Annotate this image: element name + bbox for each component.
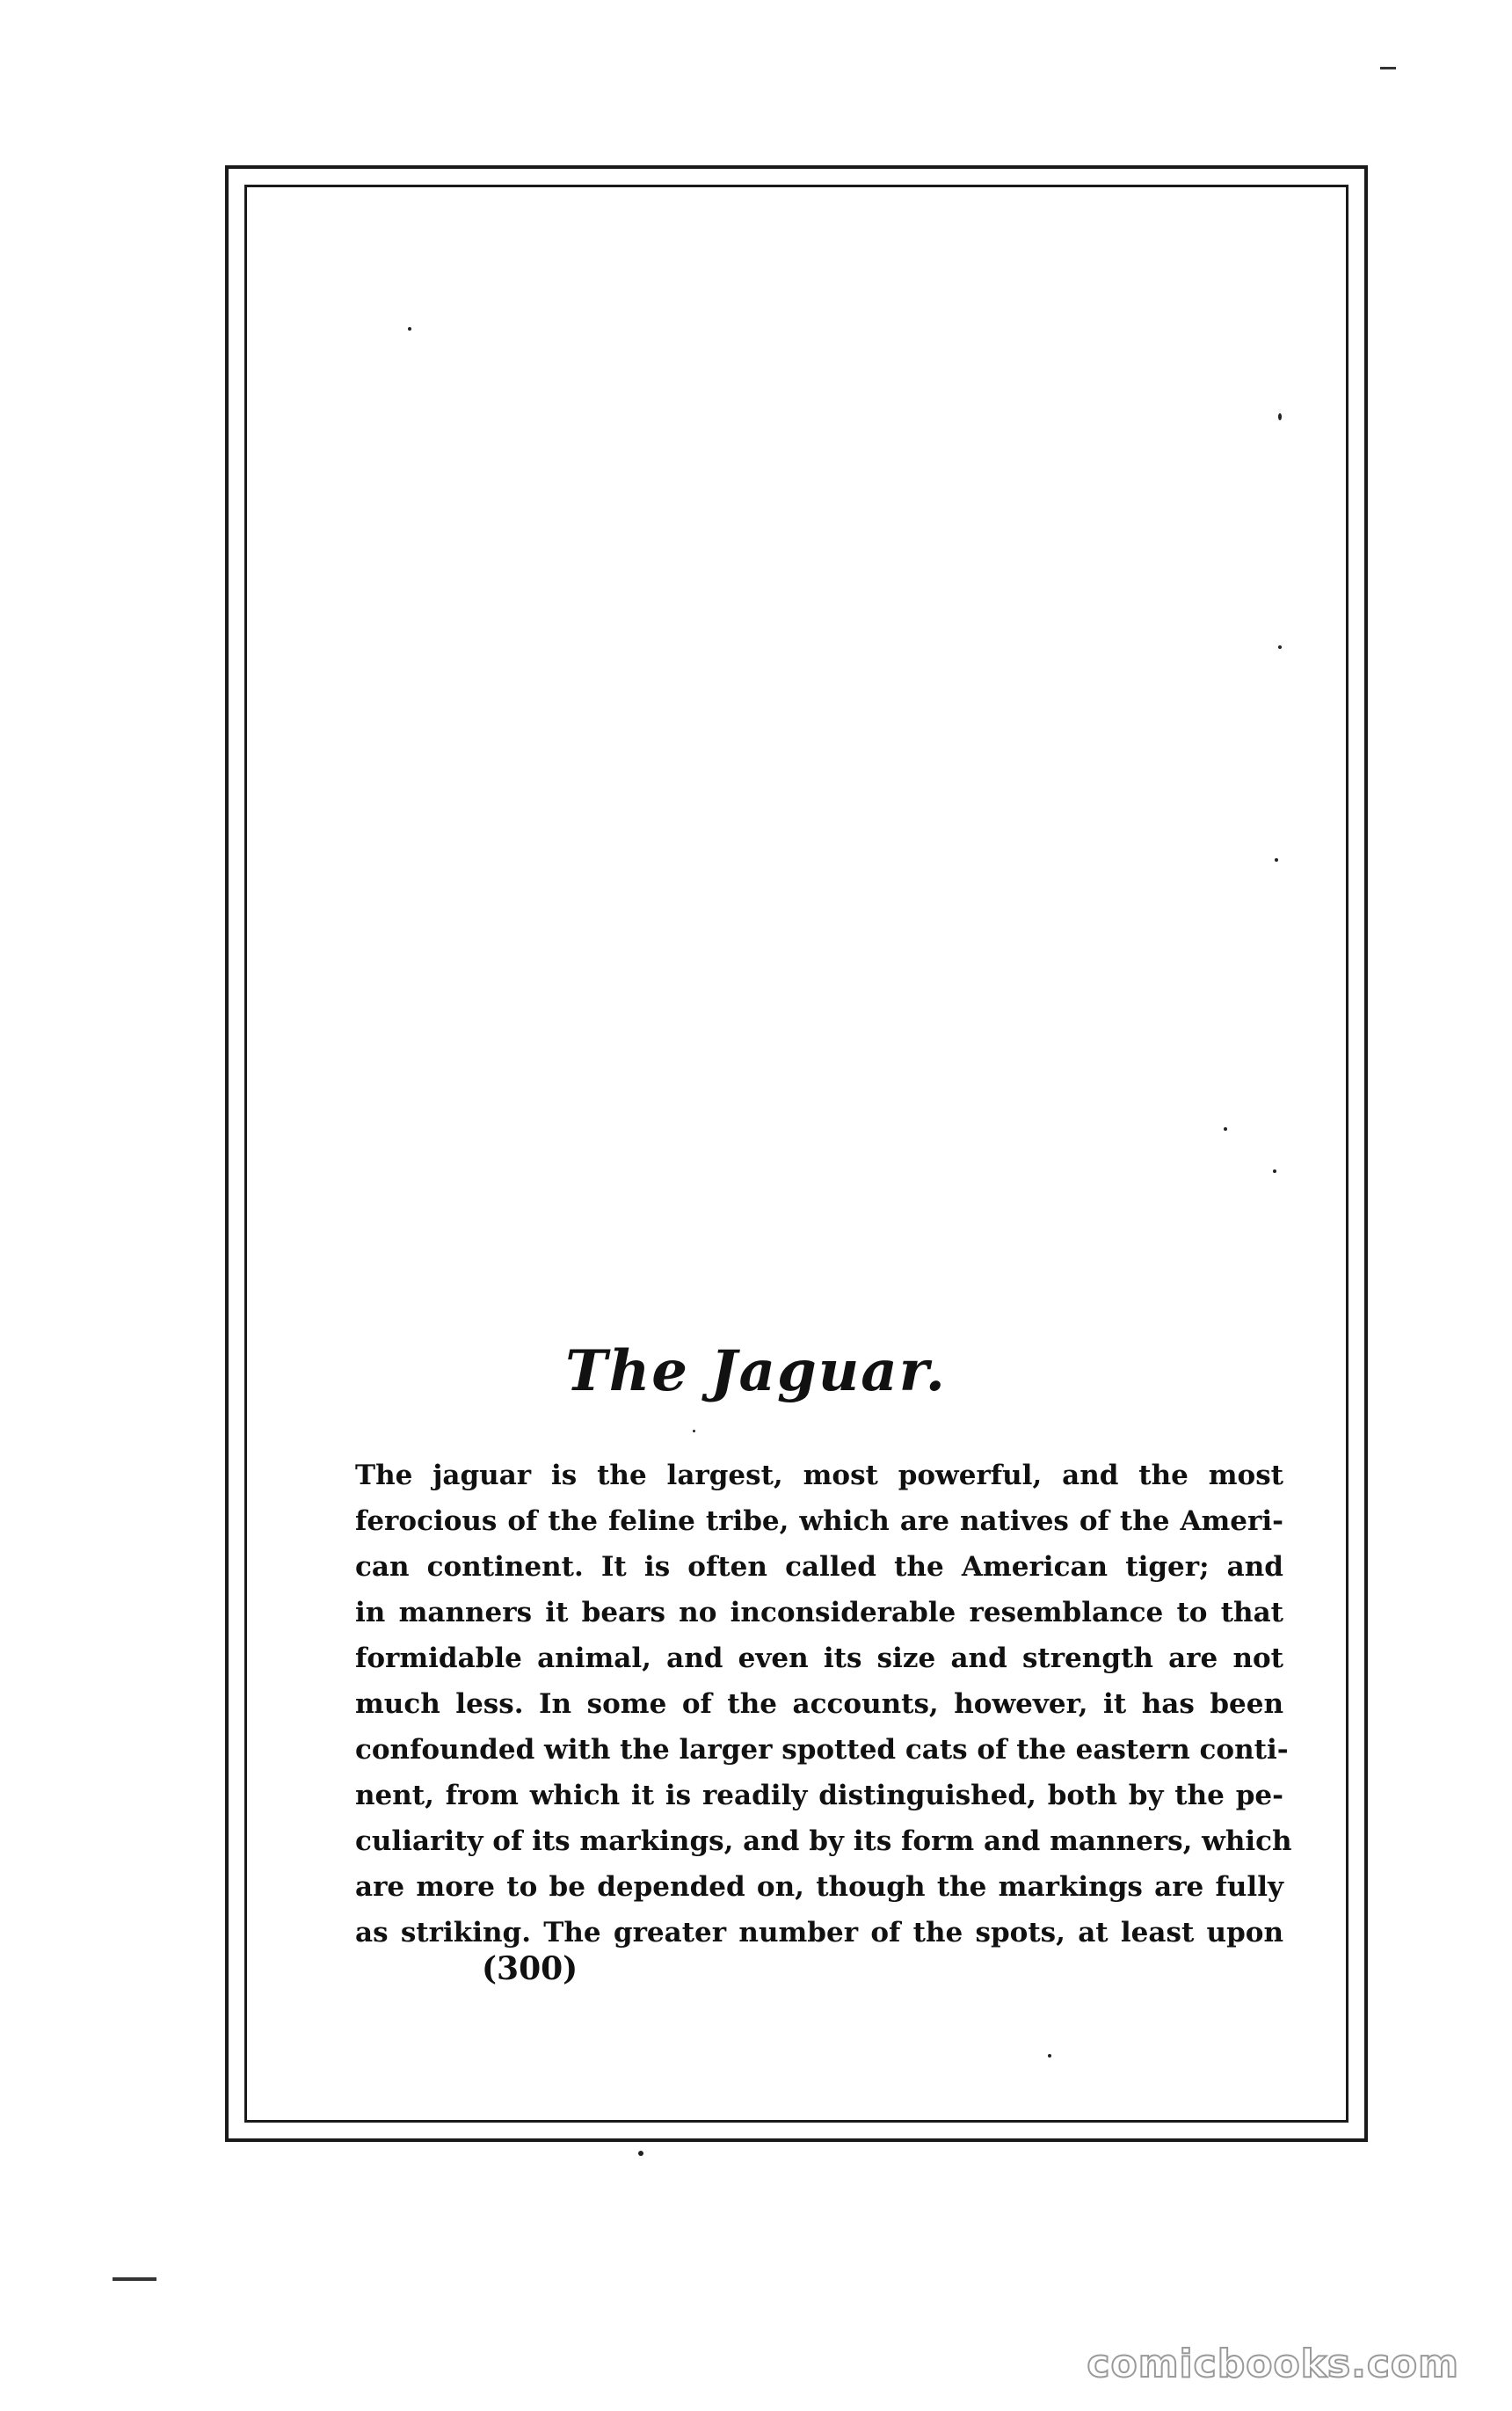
scan-mark [1380,67,1396,69]
scan-speck [1224,1127,1227,1131]
scan-speck [1278,413,1282,420]
text-line: can continent. It is often called the American tiger; and [355,1551,1283,1583]
scan-mark [113,2277,156,2281]
scan-speck [1278,645,1282,649]
text-line: ferocious of the feline tribe, which are natives of the Ameri- [355,1505,1283,1537]
page-number: (300) [482,1950,578,1987]
text-line: in manners it bears no inconsiderable resemblance to that [355,1597,1283,1628]
text-line: formidable animal, and even its size and strength are not [355,1643,1283,1674]
chapter-title: The Jaguar. [565,1338,947,1404]
text-line: as striking. The greater number of the spots, at least upon [355,1917,1283,1948]
scan-speck [638,2151,643,2156]
text-line: nent, from which it is readily distinguished, both by the pe- [355,1780,1283,1811]
scan-speck [1275,858,1278,862]
text-line: are more to be depended on, though the markings are fully [355,1871,1283,1903]
site-watermark: comicbooks.com [1087,2342,1459,2386]
scan-speck [1273,1169,1276,1173]
scan-speck [1048,2054,1051,2058]
text-line: confounded with the larger spotted cats of the eastern conti- [355,1734,1289,1766]
text-line: much less. In some of the accounts, however, it has been [355,1688,1283,1720]
text-line: The jaguar is the largest, most powerful, and the most [355,1460,1283,1491]
text-line: culiarity of its markings, and by its form and manners, which [355,1825,1292,1857]
scan-speck [693,1430,695,1432]
body-paragraph [355,1453,1292,1956]
scan-speck [408,327,411,331]
